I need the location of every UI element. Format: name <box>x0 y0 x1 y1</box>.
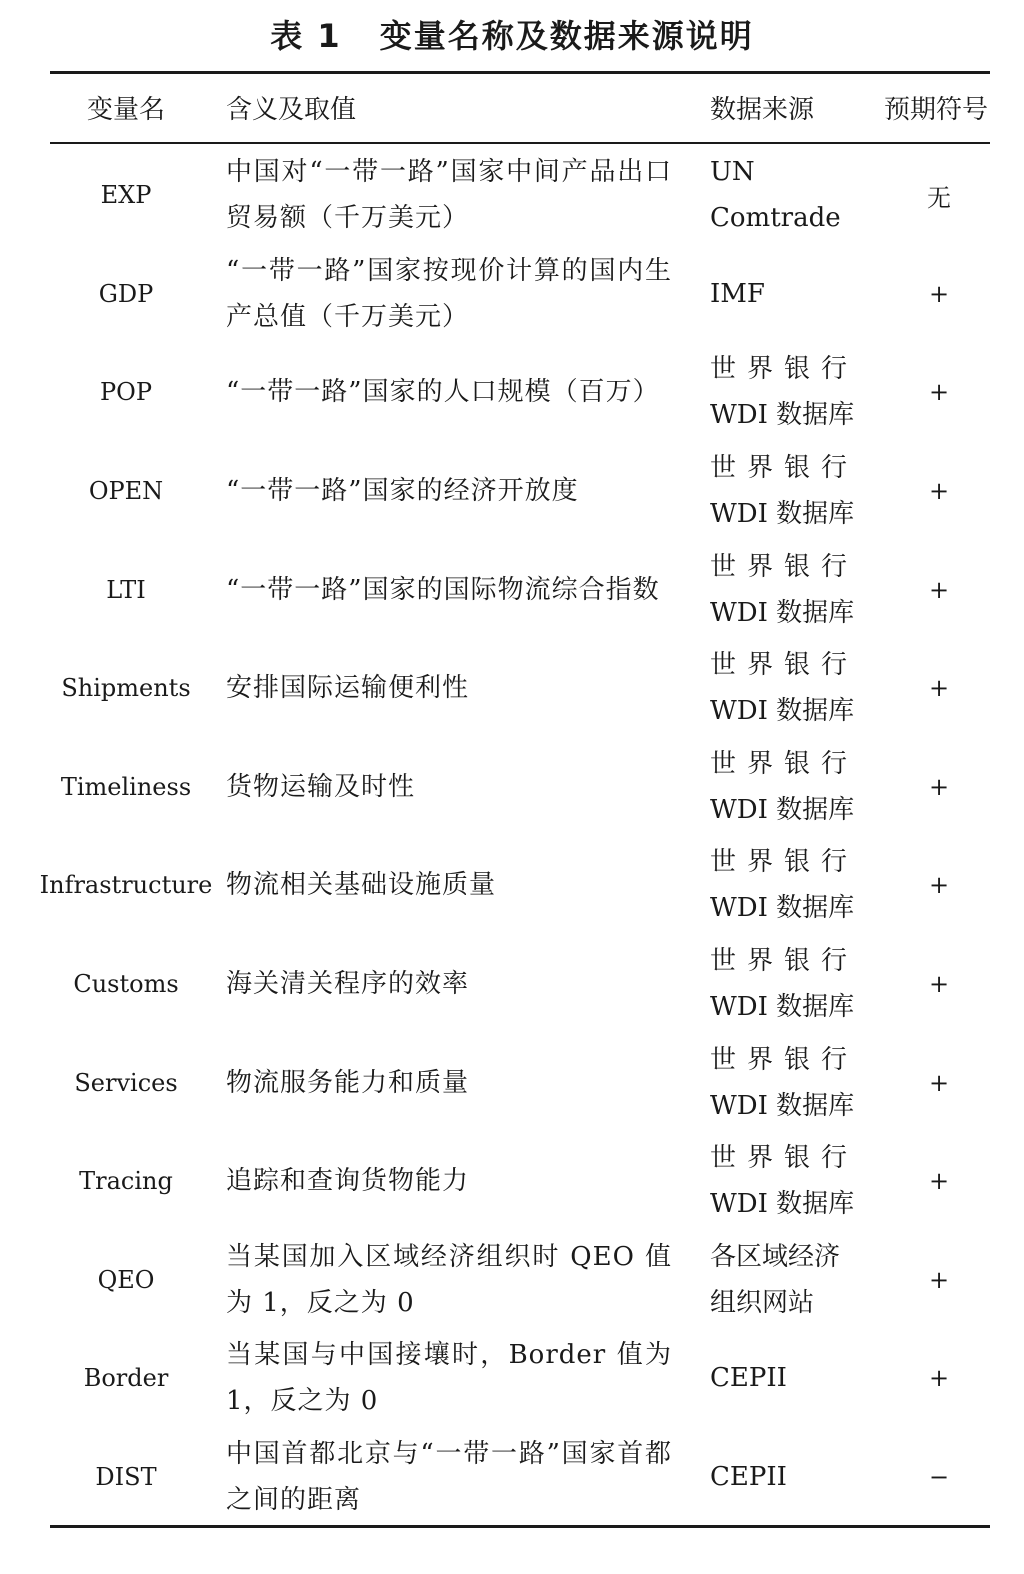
source-line-2: 组织网站 <box>710 1287 815 1318</box>
sign-cell: + <box>928 1364 950 1393</box>
source-line-2: WDI 数据库 <box>710 893 855 924</box>
meaning-cell: “一带一路”国家的国际物流综合指数 <box>226 574 660 605</box>
source-cell <box>710 1132 870 1231</box>
source-cell <box>710 738 870 837</box>
source-line-2: WDI 数据库 <box>710 992 855 1023</box>
variable-cell: POP <box>100 378 152 407</box>
source-line-1: 世界银行 <box>710 453 859 484</box>
source-cell <box>710 146 870 245</box>
sign-cell: 无 <box>927 183 951 212</box>
source-line-1: 世界银行 <box>710 1143 859 1174</box>
variable-cell: Tracing <box>79 1167 173 1196</box>
table-row <box>50 1428 990 1527</box>
source-line-2: WDI 数据库 <box>710 1090 855 1121</box>
variable-cell: LTI <box>106 575 146 604</box>
meaning-cell: “一带一路”国家的人口规模（百万） <box>226 377 660 408</box>
sign-cell: + <box>928 871 950 900</box>
source-line-2: WDI 数据库 <box>710 499 855 530</box>
table-row <box>50 738 990 837</box>
source-cell <box>710 639 870 738</box>
variable-cell: Services <box>74 1068 178 1097</box>
source-cell <box>710 442 870 541</box>
table-header <box>50 88 990 132</box>
source-line-1: 世界银行 <box>710 847 859 878</box>
table-row <box>50 1231 990 1330</box>
header-sign: 预期符号 <box>884 95 989 125</box>
source-line-2: WDI 数据库 <box>710 696 855 727</box>
source-cell <box>710 343 870 442</box>
meaning-cell: 海关清关程序的效率 <box>226 969 470 1000</box>
sign-cell: − <box>928 1463 950 1492</box>
table-row <box>50 1132 990 1231</box>
variable-cell: Infrastructure <box>39 871 213 900</box>
table-row <box>39 836 990 935</box>
source-line-2: WDI 数据库 <box>710 400 855 431</box>
table-number: 表 1 <box>270 17 342 55</box>
meaning-cell: “一带一路”国家按现价计算的国内生产总值（千万美元） <box>226 255 672 332</box>
variable-cell: DIST <box>95 1463 157 1492</box>
variable-cell: GDP <box>98 279 154 308</box>
source-cell <box>710 1428 870 1527</box>
bottom-rule <box>50 1525 990 1528</box>
source-cell <box>710 1329 870 1428</box>
meaning-cell: 当某国与中国接壤时，Border 值为 1，反之为 0 <box>226 1340 672 1417</box>
variable-cell: QEO <box>97 1265 155 1294</box>
table-row <box>50 540 990 639</box>
variable-cell: Timeliness <box>60 772 192 801</box>
meaning-cell: 物流服务能力和质量 <box>226 1067 470 1098</box>
sign-cell: + <box>928 378 950 407</box>
source-cell <box>710 540 870 639</box>
table-row <box>50 1033 990 1132</box>
table-row <box>50 1329 990 1428</box>
source-line-2: WDI 数据库 <box>710 597 855 628</box>
sign-cell: + <box>928 1167 950 1196</box>
sign-cell: + <box>928 279 950 308</box>
table-row <box>50 442 990 541</box>
source-line-1: 世界银行 <box>710 551 859 582</box>
meaning-cell: 中国对“一带一路”国家中间产品出口贸易额（千万美元） <box>226 157 672 234</box>
table-row <box>50 245 990 344</box>
source-line-2: WDI 数据库 <box>710 1189 855 1220</box>
meaning-cell: 中国首都北京与“一带一路”国家首都之间的距离 <box>226 1439 672 1516</box>
source-line-2: WDI 数据库 <box>710 794 855 825</box>
source-line-1: 各区域经济 <box>710 1241 841 1272</box>
meaning-cell: “一带一路”国家的经济开放度 <box>226 476 579 507</box>
source-line-1: 世界银行 <box>710 354 859 385</box>
table-caption: 变量名称及数据来源说明 <box>379 17 754 55</box>
meaning-cell: 当某国加入区域经济组织时 QEO 值为 1，反之为 0 <box>226 1241 672 1318</box>
variable-cell: OPEN <box>88 477 164 506</box>
table-body <box>39 146 990 1526</box>
source-line-1: 世界银行 <box>710 946 859 977</box>
sign-cell: + <box>928 970 950 999</box>
source-cell <box>710 245 870 344</box>
meaning-cell: 物流相关基础设施质量 <box>226 870 497 901</box>
header-variable: 变量名 <box>86 95 165 125</box>
source-line-1: CEPII <box>710 1462 787 1493</box>
source-cell <box>710 1231 870 1330</box>
table-row <box>50 639 990 738</box>
sign-cell: + <box>928 1068 950 1097</box>
variable-cell: EXP <box>100 181 152 210</box>
table-title <box>0 12 1024 60</box>
variable-cell: Shipments <box>61 674 191 703</box>
source-line-1: 世界银行 <box>710 748 859 779</box>
sign-cell: + <box>928 477 950 506</box>
sign-cell: + <box>928 575 950 604</box>
meaning-cell: 安排国际运输便利性 <box>226 673 470 704</box>
header-rule <box>50 142 990 144</box>
header-source: 数据来源 <box>710 95 815 125</box>
source-line-1: IMF <box>710 278 765 309</box>
meaning-cell: 追踪和查询货物能力 <box>226 1166 470 1197</box>
source-cell <box>710 935 870 1034</box>
sign-cell: + <box>928 674 950 703</box>
source-line-1: CEPII <box>710 1363 787 1394</box>
table-row <box>50 343 990 442</box>
top-rule <box>50 71 990 74</box>
sign-cell: + <box>928 772 950 801</box>
meaning-cell: 货物运输及时性 <box>226 771 416 802</box>
source-line-1: UN Comtrade <box>710 157 841 234</box>
sign-cell: + <box>928 1265 950 1294</box>
table-row <box>50 935 990 1034</box>
header-meaning: 含义及取值 <box>226 95 357 125</box>
variable-cell: Customs <box>73 970 179 999</box>
source-cell <box>710 1033 870 1132</box>
source-cell <box>710 836 870 935</box>
source-line-1: 世界银行 <box>710 650 859 681</box>
source-line-1: 世界银行 <box>710 1044 859 1075</box>
variable-cell: Border <box>83 1364 169 1393</box>
table-row <box>50 146 990 245</box>
